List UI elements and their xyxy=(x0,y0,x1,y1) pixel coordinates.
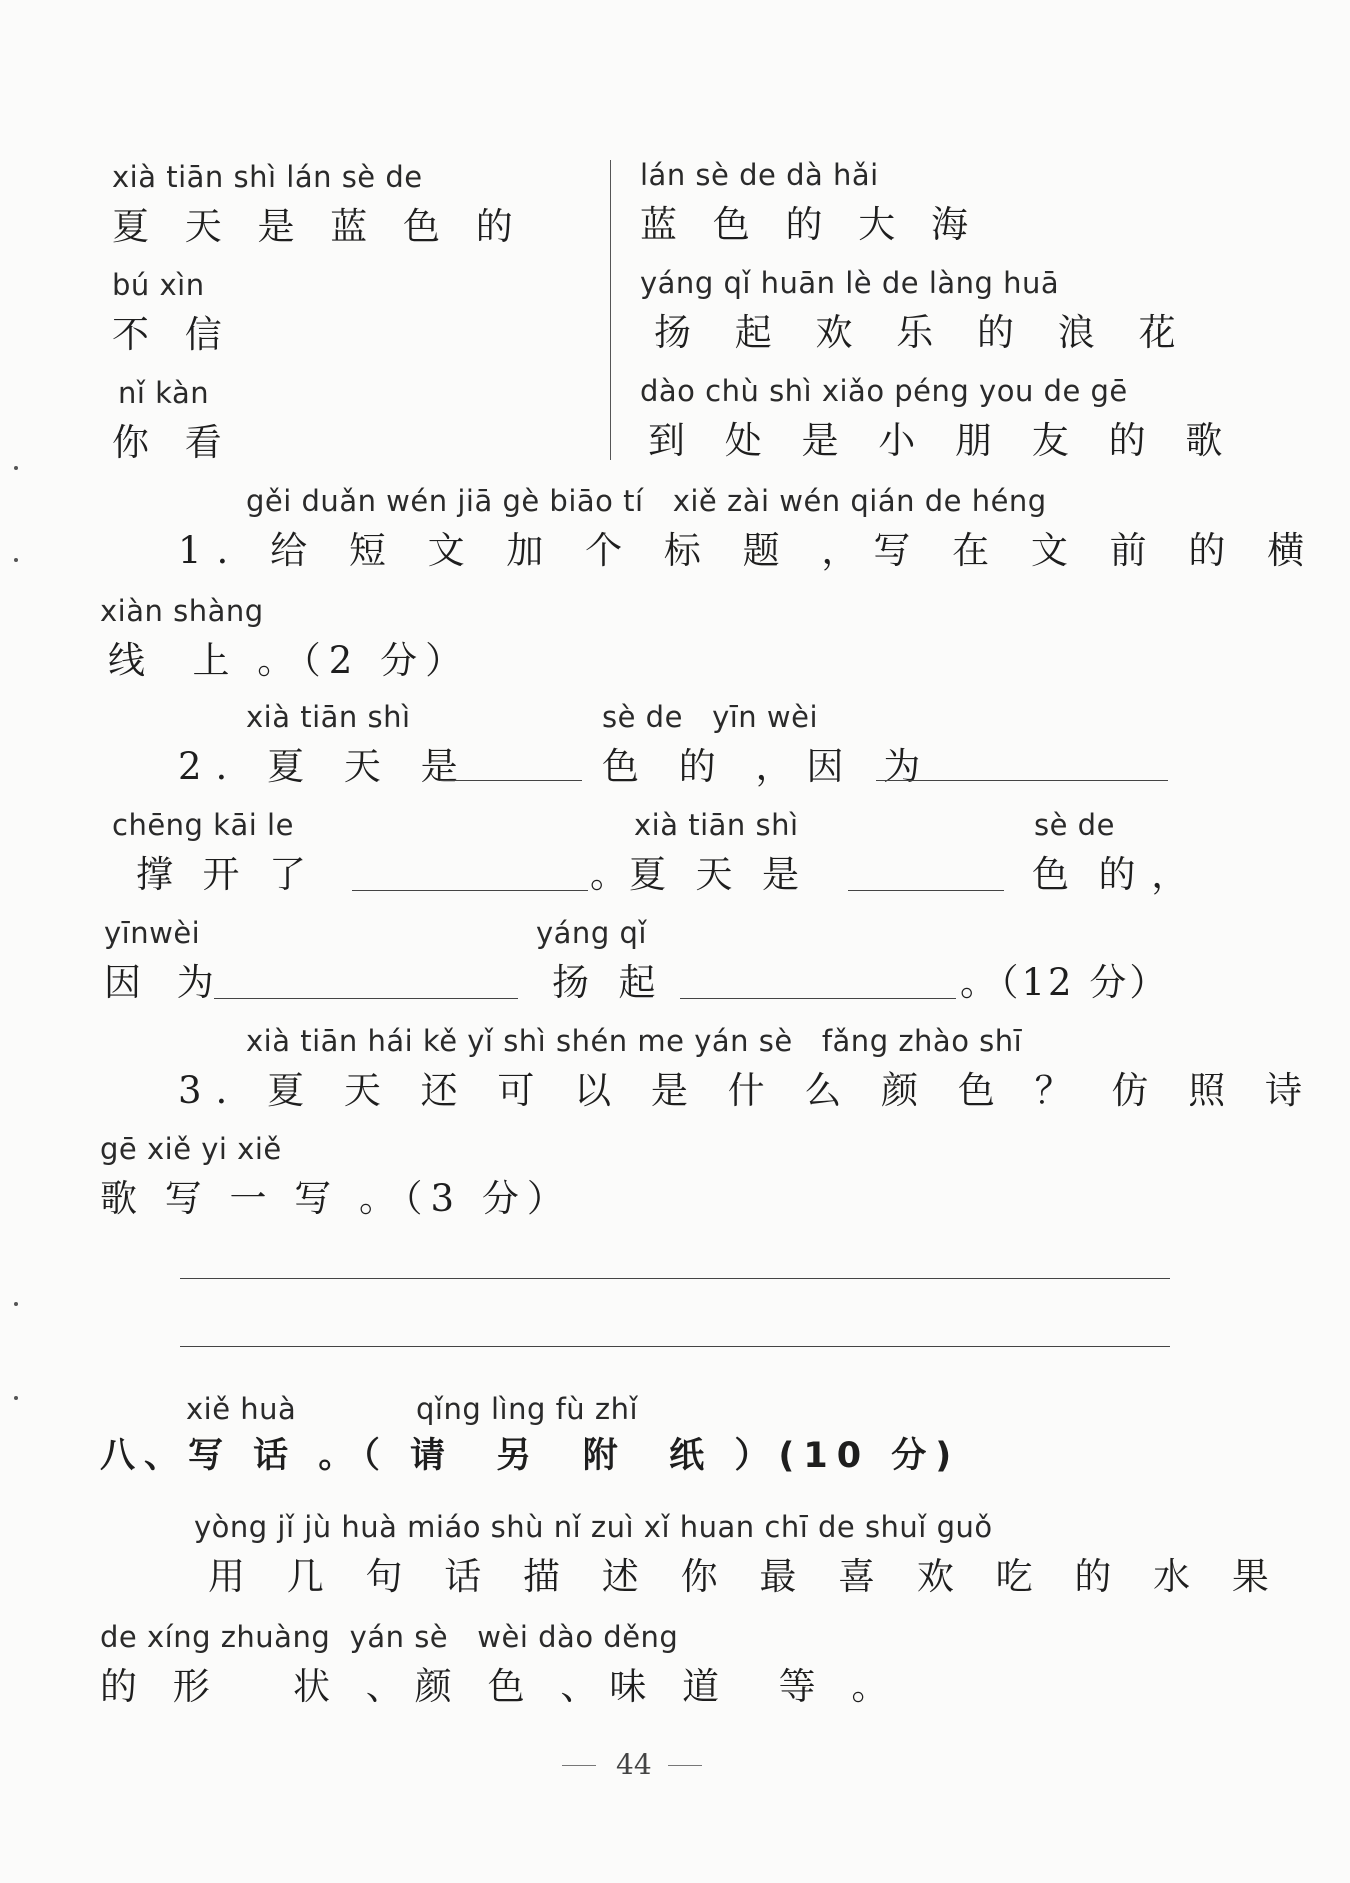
q3-pinyin-cont: gē xiě yi xiě xyxy=(100,1132,282,1166)
q2-line1-text-b: 色 的 ，因 为 xyxy=(602,745,935,788)
q2-line2-text-a: 撑 开 了 xyxy=(136,853,309,896)
q2-line1-pinyin-a: xià tiān shì xyxy=(246,700,411,734)
q1-pinyin-cont: xiàn shàng xyxy=(100,594,264,628)
margin-speck xyxy=(14,1396,18,1400)
q2-line1-text-a: 2. 夏 天 是 xyxy=(178,745,472,788)
q1-pinyin: gěi duǎn wén jiā gè biāo tí xiě zài wén qián de héng xyxy=(246,484,1047,518)
section8-title: 八、写 话 。（ 请 另 附 纸 ）(10 分) xyxy=(100,1436,961,1476)
poem-right-line1-hanzi: 蓝 色 的 大 海 xyxy=(640,203,981,246)
poem-right-line3-hanzi: 到 处 是 小 朋 友 的 歌 xyxy=(648,419,1237,462)
poem-right-line1-pinyin: lán sè de dà hǎi xyxy=(640,158,879,192)
q2-line2-pinyin-b: xià tiān shì xyxy=(634,808,799,842)
q2-blank-reason-3[interactable] xyxy=(214,998,518,999)
poem-left-line3-pinyin: nǐ kàn xyxy=(118,376,210,410)
q1-text-cont: 线 上 。（2 分） xyxy=(108,639,471,682)
q2-line3-text-b: 扬 起 xyxy=(552,961,658,1004)
q2-blank-lift-3[interactable] xyxy=(680,998,956,999)
section8-prompt-pinyin-2: de xíng zhuàng yán sè wèi dào děng xyxy=(100,1620,679,1654)
q2-line3-pinyin-a: yīnwèi xyxy=(104,916,201,950)
poem-right-line2-hanzi: 扬 起 欢 乐 的 浪 花 xyxy=(654,311,1192,354)
q3-answer-line-1[interactable] xyxy=(180,1278,1170,1279)
poem-right-line3-pinyin: dào chù shì xiǎo péng you de gē xyxy=(640,374,1128,408)
section8-prompt-text-1: 用 几 句 话 描 述 你 最 喜 欢 吃 的 水 果 xyxy=(208,1555,1284,1598)
q3-text: 3. 夏 天 还 可 以 是 什 么 颜 色 ？ 仿 照 诗 xyxy=(178,1069,1316,1112)
poem-right-line2-pinyin: yáng qǐ huān lè de làng huā xyxy=(640,266,1060,300)
poem-left-line3-hanzi: 你 看 xyxy=(112,421,234,464)
q2-line2-text-c: 色 的 ， xyxy=(1032,853,1191,896)
section8-prompt-pinyin-1: yòng jǐ jù huà miáo shù nǐ zuì xǐ huan chī de shuǐ guǒ xyxy=(194,1510,993,1544)
q2-line3-pinyin-b: yáng qǐ xyxy=(536,916,647,950)
section8-pinyin-a: xiě huà xyxy=(186,1392,297,1426)
q2-blank-reason-2[interactable] xyxy=(352,890,588,891)
q2-blank-color-1[interactable] xyxy=(440,780,582,781)
margin-speck xyxy=(14,558,18,562)
poem-left-line2-hanzi: 不 信 xyxy=(112,313,234,356)
page-number-dash-left xyxy=(562,1765,596,1766)
q3-pinyin: xià tiān hái kě yǐ shì shén me yán sè fǎng zhào shī xyxy=(246,1024,1023,1058)
page-number-dash-right xyxy=(668,1765,702,1766)
q2-blank-reason-1[interactable] xyxy=(876,780,1168,781)
poem-column-divider xyxy=(610,160,611,460)
q2-line2-text-b: 。夏 天 是 xyxy=(590,853,802,896)
q2-line2-pinyin-a: chēng kāi le xyxy=(112,808,294,842)
poem-left-line2-pinyin: bú xìn xyxy=(112,268,205,302)
poem-left-line1-hanzi: 夏 天 是 蓝 色 的 xyxy=(112,205,525,248)
page-number: 44 xyxy=(616,1748,652,1781)
q3-text-cont: 歌 写 一 写 。（3 分） xyxy=(100,1177,572,1220)
q2-blank-color-2[interactable] xyxy=(848,890,1004,891)
margin-speck xyxy=(14,1302,18,1306)
q2-line3-text-c: 。（12 分） xyxy=(960,961,1170,1004)
q2-line3-text-a: 因 为 xyxy=(104,961,226,1004)
q1-text: 1. 给 短 文 加 个 标 题 ，写 在 文 前 的 横 xyxy=(178,529,1320,572)
poem-left-line1-pinyin: xià tiān shì lán sè de xyxy=(112,160,423,194)
q2-line2-pinyin-c: sè de xyxy=(1034,808,1115,842)
margin-speck xyxy=(14,466,18,470)
q3-answer-line-2[interactable] xyxy=(180,1346,1170,1347)
section8-pinyin-b: qǐng lìng fù zhǐ xyxy=(416,1392,639,1426)
section8-prompt-text-2: 的 形 状 、颜 色 、味 道 等 。 xyxy=(100,1665,901,1708)
q2-line1-pinyin-b: sè de yīn wèi xyxy=(602,700,819,734)
